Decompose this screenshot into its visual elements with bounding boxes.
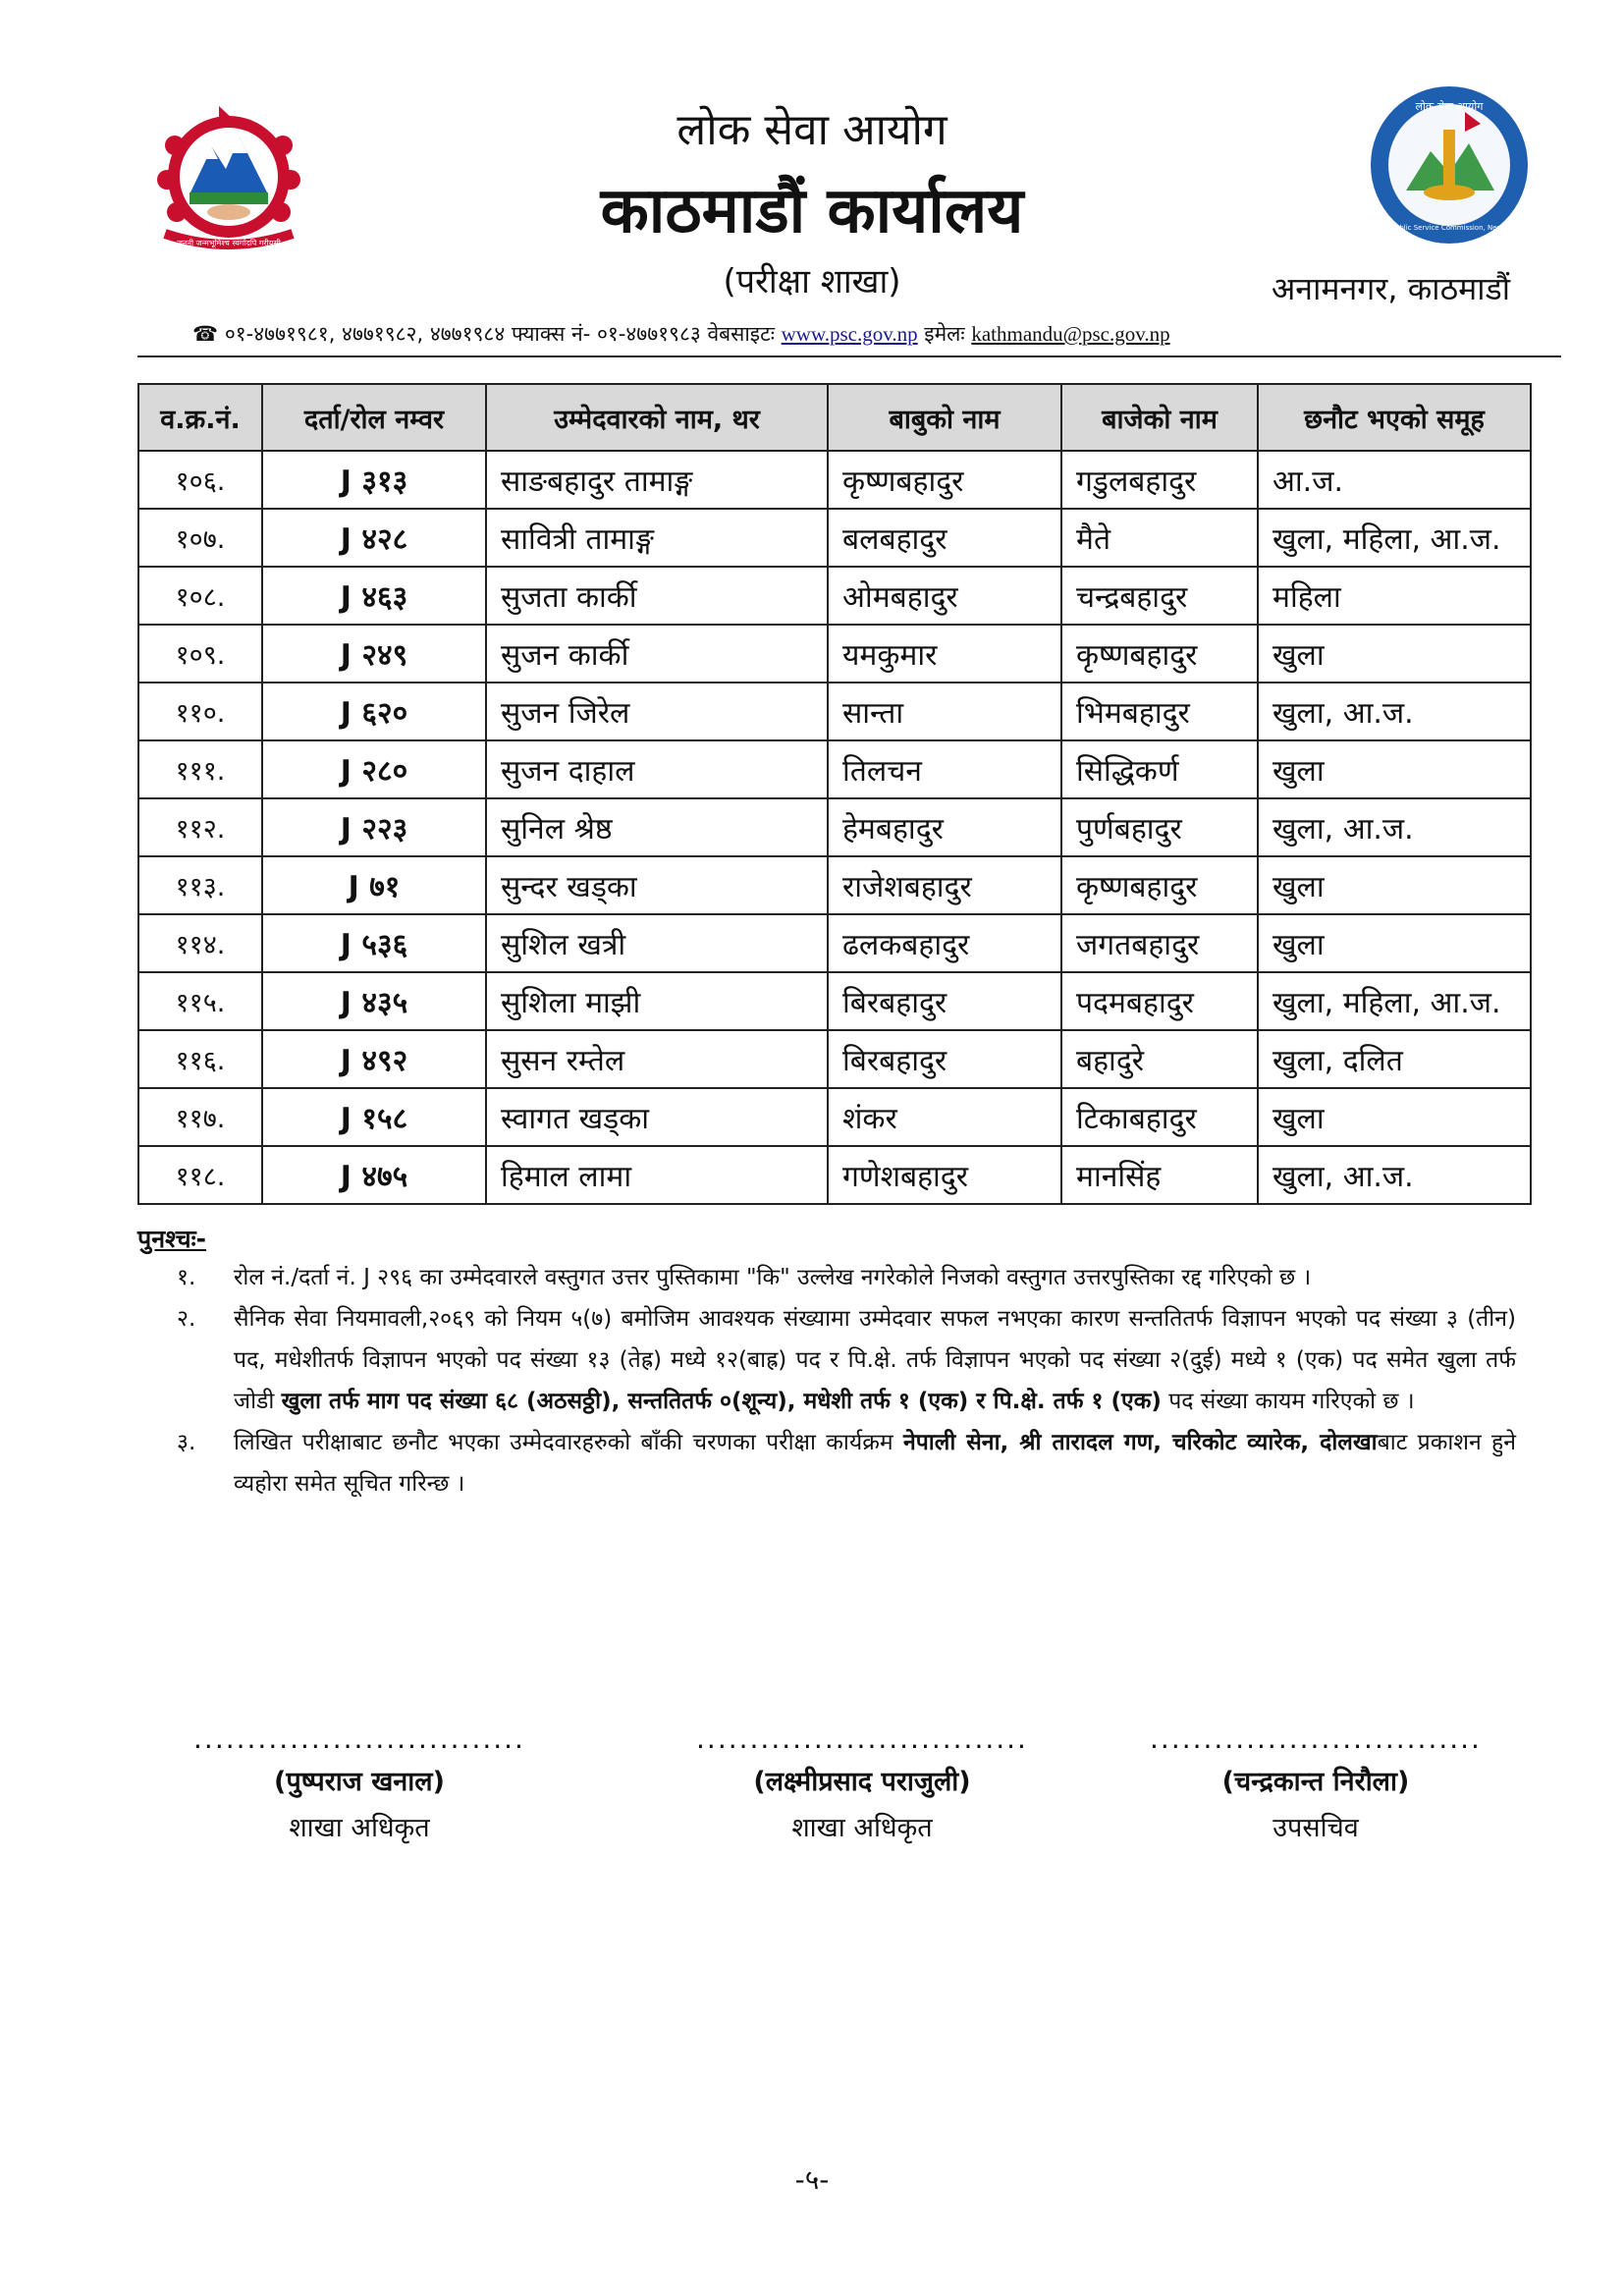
father-cell: बिरबहादुर: [828, 972, 1061, 1030]
roll-cell: J १५८: [262, 1088, 486, 1146]
father-cell: बलबहादुर: [828, 509, 1061, 567]
table-row: [138, 625, 1531, 683]
header-serial: व.क्र.नं.: [138, 384, 262, 451]
roll-cell: J २४९: [262, 625, 486, 683]
group-cell: खुला, महिला, आ.ज.: [1258, 509, 1531, 567]
psc-logo-nepali-text: लोक सेवा आयोग: [1415, 100, 1484, 113]
roll-cell: J ४२८: [262, 509, 486, 567]
group-cell: महिला: [1258, 567, 1531, 625]
section-name: (परीक्षा शाखा): [723, 262, 901, 301]
contact-phone-fax: ☎ ०१-४७७१९८१, ४७७१९८२, ४७७१९८४ फ्याक्स नं- ०१-४७७१९८३ वेबसाइटः: [192, 322, 782, 346]
roll-cell: J ४७५: [262, 1146, 486, 1204]
grandfather-cell: पुर्णबहादुर: [1061, 798, 1258, 856]
signature-block: [676, 1724, 1049, 1844]
signature-line: ...............................: [1150, 1722, 1482, 1755]
grandfather-cell: मैते: [1061, 509, 1258, 567]
email-link[interactable]: kathmandu@psc.gov.np: [971, 322, 1170, 346]
signatory-name: (चन्द्रकान्त निरौला): [1221, 1767, 1410, 1797]
father-cell: यमकुमार: [828, 625, 1061, 683]
note-item: [177, 1298, 1516, 1422]
group-cell: खुला, आ.ज.: [1258, 683, 1531, 740]
serial-cell: १०६.: [138, 451, 262, 509]
father-cell: ओमबहादुर: [828, 567, 1061, 625]
commission-name: लोक सेवा आयोग: [677, 105, 947, 155]
office-name: काठमाडौं कार्यालय: [600, 175, 1024, 247]
website-link[interactable]: www.psc.gov.np: [781, 322, 918, 346]
group-cell: आ.ज.: [1258, 451, 1531, 509]
name-cell: सुन्दर खड्का: [486, 856, 828, 914]
table-header-row: [138, 384, 1531, 451]
grandfather-cell: जगतबहादुर: [1061, 914, 1258, 972]
table-row: [138, 567, 1531, 625]
table-row: [138, 798, 1531, 856]
note-bold-text: नेपाली सेना, श्री तारादल गण, चरिकोट व्यारेक, दोलखा: [902, 1430, 1378, 1455]
signature-block: [173, 1724, 546, 1844]
office-address: अनामनगर, काठमाडौं: [1271, 270, 1510, 307]
serial-cell: ११७.: [138, 1088, 262, 1146]
note-text: बाट प्रकाशन हुने व्यहोरा समेत सूचित गरिन्छ ।: [234, 1430, 1516, 1497]
name-cell: सुनिल श्रेष्ठ: [486, 798, 828, 856]
group-cell: खुला, महिला, आ.ज.: [1258, 972, 1531, 1030]
note-number: ३.: [177, 1430, 196, 1455]
table-row: [138, 1030, 1531, 1088]
grandfather-cell: बहादुरे: [1061, 1030, 1258, 1088]
signatory-designation: उपसचिव: [1272, 1813, 1359, 1843]
grandfather-cell: कृष्णबहादुर: [1061, 625, 1258, 683]
father-cell: राजेशबहादुर: [828, 856, 1061, 914]
grandfather-cell: मानसिंह: [1061, 1146, 1258, 1204]
table-row: [138, 1146, 1531, 1204]
roll-cell: J २२३: [262, 798, 486, 856]
roll-cell: J ६२०: [262, 683, 486, 740]
grandfather-cell: चन्द्रबहादुर: [1061, 567, 1258, 625]
grandfather-cell: कृष्णबहादुर: [1061, 856, 1258, 914]
signature-line: ...............................: [696, 1722, 1028, 1755]
note-item: [177, 1422, 1516, 1504]
name-cell: सुजन कार्की: [486, 625, 828, 683]
father-cell: कृष्णबहादुर: [828, 451, 1061, 509]
roll-cell: J ४९२: [262, 1030, 486, 1088]
name-cell: सुजता कार्की: [486, 567, 828, 625]
table-row: [138, 451, 1531, 509]
serial-cell: १११.: [138, 740, 262, 798]
group-cell: खुला: [1258, 856, 1531, 914]
father-cell: तिलचन: [828, 740, 1061, 798]
name-cell: सुशिला माझी: [486, 972, 828, 1030]
name-cell: सावित्री तामाङ्ग: [486, 509, 828, 567]
father-cell: हेमबहादुर: [828, 798, 1061, 856]
header-roll: दर्ता/रोल नम्वर: [262, 384, 486, 451]
father-cell: गणेशबहादुर: [828, 1146, 1061, 1204]
serial-cell: ११०.: [138, 683, 262, 740]
table-row: [138, 683, 1531, 740]
roll-cell: J ३१३: [262, 451, 486, 509]
grandfather-cell: सिद्धिकर्ण: [1061, 740, 1258, 798]
table-row: [138, 972, 1531, 1030]
note-bold-text: खुला तर्फ माग पद संख्या ६८ (अठसठ्ठी), सन्ततितर्फ ०(शून्य), मधेशी तर्फ १ (एक) र पि.क्षे. तर्फ १ (एक): [281, 1389, 1162, 1414]
father-cell: ढलकबहादुर: [828, 914, 1061, 972]
serial-cell: १०९.: [138, 625, 262, 683]
grandfather-cell: गडुलबहादुर: [1061, 451, 1258, 509]
grandfather-cell: टिकाबहादुर: [1061, 1088, 1258, 1146]
name-cell: सुजन दाहाल: [486, 740, 828, 798]
group-cell: खुला: [1258, 914, 1531, 972]
serial-cell: १०८.: [138, 567, 262, 625]
signatory-designation: शाखा अधिकृत: [791, 1813, 933, 1843]
father-cell: बिरबहादुर: [828, 1030, 1061, 1088]
table-row: [138, 914, 1531, 972]
roll-cell: J २८०: [262, 740, 486, 798]
father-cell: शंकर: [828, 1088, 1061, 1146]
name-cell: सुजन जिरेल: [486, 683, 828, 740]
note-number: १.: [177, 1265, 196, 1290]
signature-line: ...............................: [193, 1722, 525, 1755]
signature-block: [1129, 1724, 1502, 1844]
psc-logo-english-text: Public Service Commission, Nepal: [1390, 224, 1508, 232]
emblem-motto: जननी जन्मभूमिश्च स्वर्गादपि गरीयसी: [177, 239, 281, 247]
signatory-designation: शाखा अधिकृत: [289, 1813, 430, 1843]
serial-cell: ११६.: [138, 1030, 262, 1088]
note-number: २.: [177, 1306, 196, 1332]
group-cell: खुला: [1258, 625, 1531, 683]
group-cell: खुला, आ.ज.: [1258, 1146, 1531, 1204]
results-table: [137, 383, 1532, 1205]
group-cell: खुला, दलित: [1258, 1030, 1531, 1088]
table-row: [138, 856, 1531, 914]
grandfather-cell: भिमबहादुर: [1061, 683, 1258, 740]
signatory-name: (लक्ष्मीप्रसाद पराजुली): [753, 1767, 971, 1797]
signatory-name: (पुष्पराज खनाल): [274, 1767, 445, 1797]
header-grandfather-name: बाजेको नाम: [1061, 384, 1258, 451]
table-row: [138, 740, 1531, 798]
grandfather-cell: पदमबहादुर: [1061, 972, 1258, 1030]
name-cell: सुशिल खत्री: [486, 914, 828, 972]
email-label: इमेलः: [917, 322, 972, 346]
roll-cell: J ७१: [262, 856, 486, 914]
serial-cell: ११८.: [138, 1146, 262, 1204]
header-selected-group: छनौट भएको समूह: [1258, 384, 1531, 451]
serial-cell: १०७.: [138, 509, 262, 567]
serial-cell: ११४.: [138, 914, 262, 972]
serial-cell: ११५.: [138, 972, 262, 1030]
name-cell: स्वागत खड्का: [486, 1088, 828, 1146]
header-candidate-name: उम्मेदवारको नाम, थर: [486, 384, 828, 451]
group-cell: खुला, आ.ज.: [1258, 798, 1531, 856]
roll-cell: J ५३६: [262, 914, 486, 972]
header-divider: [137, 355, 1561, 357]
contact-line: [192, 320, 1528, 348]
notes-list: [177, 1257, 1516, 1504]
group-cell: खुला: [1258, 1088, 1531, 1146]
note-text: रोल नं./दर्ता नं. J २९६ का उम्मेदवारले वस्तुगत उत्तर पुस्तिकामा "कि" उल्लेख नगरेकोले निजको वस्तुगत उत्तरपुस्तिका रद्द गरिएको छ ।: [234, 1265, 1312, 1290]
note-text: पद संख्या कायम गरिएको छ ।: [1161, 1389, 1415, 1414]
notes-title: पुनश्चः-: [137, 1225, 207, 1253]
name-cell: साङबहादुर तामाङ्ग: [486, 451, 828, 509]
name-cell: हिमाल लामा: [486, 1146, 828, 1204]
note-item: [177, 1257, 1516, 1298]
serial-cell: ११३.: [138, 856, 262, 914]
table-row: [138, 509, 1531, 567]
name-cell: सुसन रम्तेल: [486, 1030, 828, 1088]
table-row: [138, 1088, 1531, 1146]
roll-cell: J ४३५: [262, 972, 486, 1030]
page-number: -५-: [794, 2163, 830, 2196]
group-cell: खुला: [1258, 740, 1531, 798]
roll-cell: J ४६३: [262, 567, 486, 625]
serial-cell: ११२.: [138, 798, 262, 856]
note-text: लिखित परीक्षाबाट छनौट भएका उम्मेदवारहरुको बाँकी चरणका परीक्षा कार्यक्रम: [234, 1430, 903, 1455]
header-father-name: बाबुको नाम: [828, 384, 1061, 451]
note-text: सैनिक सेवा नियमावली,२०६९ को नियम ५(७) बमोजिम आवश्यक संख्यामा उम्मेदवार सफल नभएका कारण सन्ततितर्फ विज्ञापन भएको पद संख्या ३ (तीन) पद, मधेशीतर्फ विज्ञापन भएको पद संख्या १३ (तेह्र) मध्ये १२(बाह्र) पद र पि.क्षे. तर्फ विज्ञापन भएको पद संख्या २(दुई) मध्ये १ (एक) पद समेत खुला तर्फ जोडी: [234, 1306, 1516, 1414]
father-cell: सान्ता: [828, 683, 1061, 740]
